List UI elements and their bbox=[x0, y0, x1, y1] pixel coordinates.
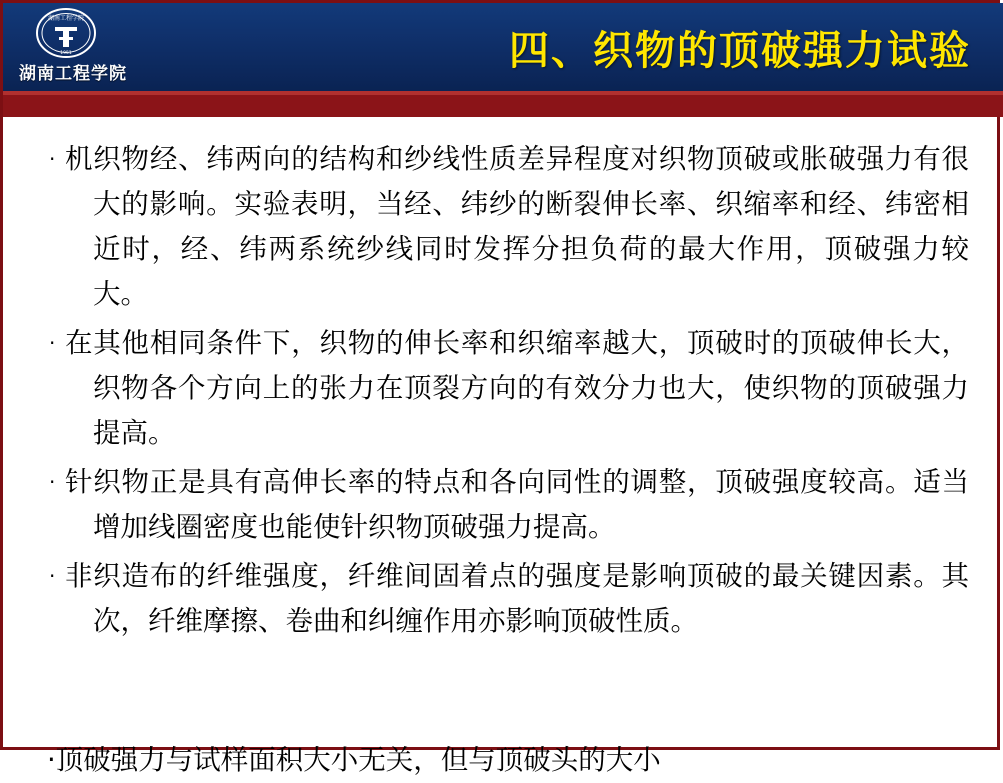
paragraph-text: 非织造布的纤维强度，纤维间固着点的强度是影响顶破的最关键因素。其次，纤维摩擦、卷曲和纠缠作用亦影响顶破性质。 bbox=[65, 560, 969, 637]
university-logo bbox=[13, 5, 133, 91]
svg-text:1951: 1951 bbox=[60, 51, 72, 56]
bullet-marker: · bbox=[49, 147, 56, 171]
bullet-marker: · bbox=[49, 470, 56, 494]
bullet-paragraph bbox=[47, 554, 969, 644]
bullet-paragraph bbox=[47, 137, 969, 317]
bullet-marker: · bbox=[49, 564, 56, 588]
bullet-marker: · bbox=[49, 331, 56, 355]
university-crest-icon bbox=[35, 7, 97, 63]
svg-text:湖南工程学院: 湖南工程学院 bbox=[47, 15, 85, 22]
bullet-paragraph bbox=[47, 460, 969, 550]
university-logo-text: 湖南工程学院 bbox=[19, 64, 127, 84]
paragraph-text: 针织物正是具有高伸长率的特点和各向同性的调整，顶破强度较高。适当增加线圈密度也能使针织物顶破强力提高。 bbox=[65, 466, 969, 543]
header-red-band bbox=[3, 91, 1003, 117]
paragraph-text: 在其他相同条件下，织物的伸长率和织缩率越大，顶破时的顶破伸长大，织物各个方向上的张力在顶裂方向的有效分力也大，使织物的顶破强力提高。 bbox=[65, 327, 969, 449]
header-red-band-highlight bbox=[3, 91, 1003, 95]
slide-header bbox=[3, 3, 1003, 91]
bullet-paragraph bbox=[47, 321, 969, 456]
paragraph-text: 机织物经、纬两向的结构和纱线性质差异程度对织物顶破或胀破强力有很大的影响。实验表明，当经、纬纱的断裂伸长率、织缩率和经、纬密相近时，经、纬两系统纱线同时发挥分担负荷的最大作用，顶破强力较大。 bbox=[65, 143, 969, 310]
clipped-next-paragraph: ·顶破强力与试样面积大小无关，但与顶破头的大小 bbox=[47, 744, 661, 776]
slide-title: 四、织物的顶破强力试验 bbox=[509, 28, 971, 74]
